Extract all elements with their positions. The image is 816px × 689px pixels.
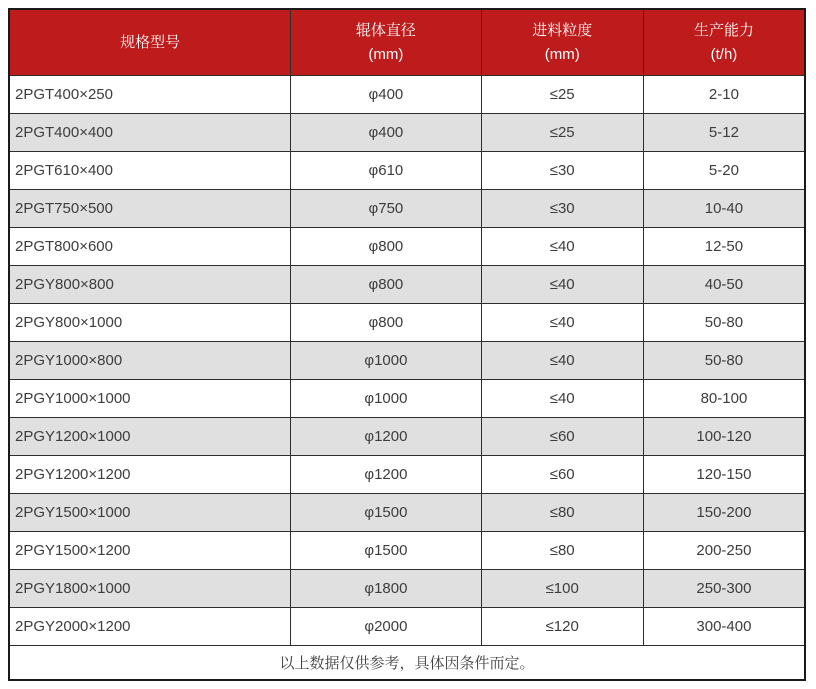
feed-size-cell: ≤30 — [481, 189, 643, 227]
footnote-text: 以上数据仅供参考，具体因条件而定。 — [9, 645, 805, 680]
table-row — [9, 189, 805, 227]
table-row — [9, 607, 805, 645]
model-cell: 2PGY1200×1000 — [9, 417, 291, 455]
capacity-cell: 300-400 — [643, 607, 805, 645]
capacity-cell: 120-150 — [643, 455, 805, 493]
capacity-cell: 12-50 — [643, 227, 805, 265]
model-cell: 2PGY1500×1200 — [9, 531, 291, 569]
capacity-cell: 200-250 — [643, 531, 805, 569]
column-unit: (mm) — [544, 45, 580, 63]
spec-table — [8, 8, 806, 681]
table-row — [9, 227, 805, 265]
table-row — [9, 265, 805, 303]
column-header-feed-size — [481, 9, 643, 75]
table-row — [9, 455, 805, 493]
capacity-cell: 150-200 — [643, 493, 805, 531]
feed-size-cell: ≤40 — [481, 227, 643, 265]
column-unit: (mm) — [368, 45, 404, 63]
diameter-cell: φ1200 — [291, 417, 481, 455]
diameter-cell: φ1000 — [291, 341, 481, 379]
model-cell: 2PGY800×1000 — [9, 303, 291, 341]
spec-table-header — [9, 9, 805, 75]
column-header-roller-diameter — [291, 9, 481, 75]
diameter-cell: φ750 — [291, 189, 481, 227]
spec-table-body — [9, 75, 805, 645]
diameter-cell: φ800 — [291, 303, 481, 341]
footnote-row — [9, 645, 805, 680]
feed-size-cell: ≤100 — [481, 569, 643, 607]
diameter-cell: φ1500 — [291, 531, 481, 569]
table-row — [9, 493, 805, 531]
table-row — [9, 341, 805, 379]
diameter-cell: φ800 — [291, 265, 481, 303]
model-cell: 2PGY1000×800 — [9, 341, 291, 379]
capacity-cell: 100-120 — [643, 417, 805, 455]
feed-size-cell: ≤40 — [481, 341, 643, 379]
model-cell: 2PGY800×800 — [9, 265, 291, 303]
diameter-cell: φ800 — [291, 227, 481, 265]
column-title: 规格型号 — [120, 33, 181, 51]
column-header-model — [9, 9, 291, 75]
diameter-cell: φ1200 — [291, 455, 481, 493]
table-row — [9, 113, 805, 151]
capacity-cell: 10-40 — [643, 189, 805, 227]
column-header-capacity — [643, 9, 805, 75]
capacity-cell: 40-50 — [643, 265, 805, 303]
feed-size-cell: ≤60 — [481, 455, 643, 493]
model-cell: 2PGY2000×1200 — [9, 607, 291, 645]
feed-size-cell: ≤25 — [481, 75, 643, 113]
model-cell: 2PGY1200×1200 — [9, 455, 291, 493]
diameter-cell: φ1800 — [291, 569, 481, 607]
table-row — [9, 569, 805, 607]
feed-size-cell: ≤40 — [481, 379, 643, 417]
capacity-cell: 50-80 — [643, 303, 805, 341]
table-row — [9, 151, 805, 189]
capacity-cell: 250-300 — [643, 569, 805, 607]
feed-size-cell: ≤40 — [481, 265, 643, 303]
diameter-cell: φ400 — [291, 113, 481, 151]
model-cell: 2PGY1800×1000 — [9, 569, 291, 607]
diameter-cell: φ2000 — [291, 607, 481, 645]
feed-size-cell: ≤60 — [481, 417, 643, 455]
column-unit: (t/h) — [710, 45, 738, 63]
diameter-cell: φ1000 — [291, 379, 481, 417]
feed-size-cell: ≤120 — [481, 607, 643, 645]
feed-size-cell: ≤25 — [481, 113, 643, 151]
capacity-cell: 2-10 — [643, 75, 805, 113]
capacity-cell: 5-20 — [643, 151, 805, 189]
table-row — [9, 303, 805, 341]
table-row — [9, 75, 805, 113]
capacity-cell: 50-80 — [643, 341, 805, 379]
header-row — [9, 9, 805, 75]
model-cell: 2PGT750×500 — [9, 189, 291, 227]
model-cell: 2PGY1500×1000 — [9, 493, 291, 531]
table-row — [9, 531, 805, 569]
spec-table-footer — [9, 645, 805, 680]
model-cell: 2PGT610×400 — [9, 151, 291, 189]
column-title: 进料粒度 — [532, 21, 593, 39]
diameter-cell: φ1500 — [291, 493, 481, 531]
table-row — [9, 417, 805, 455]
column-title: 辊体直径 — [355, 21, 416, 39]
diameter-cell: φ400 — [291, 75, 481, 113]
capacity-cell: 80-100 — [643, 379, 805, 417]
model-cell: 2PGT400×250 — [9, 75, 291, 113]
column-title: 生产能力 — [693, 21, 754, 39]
capacity-cell: 5-12 — [643, 113, 805, 151]
feed-size-cell: ≤40 — [481, 303, 643, 341]
feed-size-cell: ≤80 — [481, 493, 643, 531]
diameter-cell: φ610 — [291, 151, 481, 189]
model-cell: 2PGY1000×1000 — [9, 379, 291, 417]
model-cell: 2PGT800×600 — [9, 227, 291, 265]
model-cell: 2PGT400×400 — [9, 113, 291, 151]
feed-size-cell: ≤30 — [481, 151, 643, 189]
feed-size-cell: ≤80 — [481, 531, 643, 569]
table-row — [9, 379, 805, 417]
